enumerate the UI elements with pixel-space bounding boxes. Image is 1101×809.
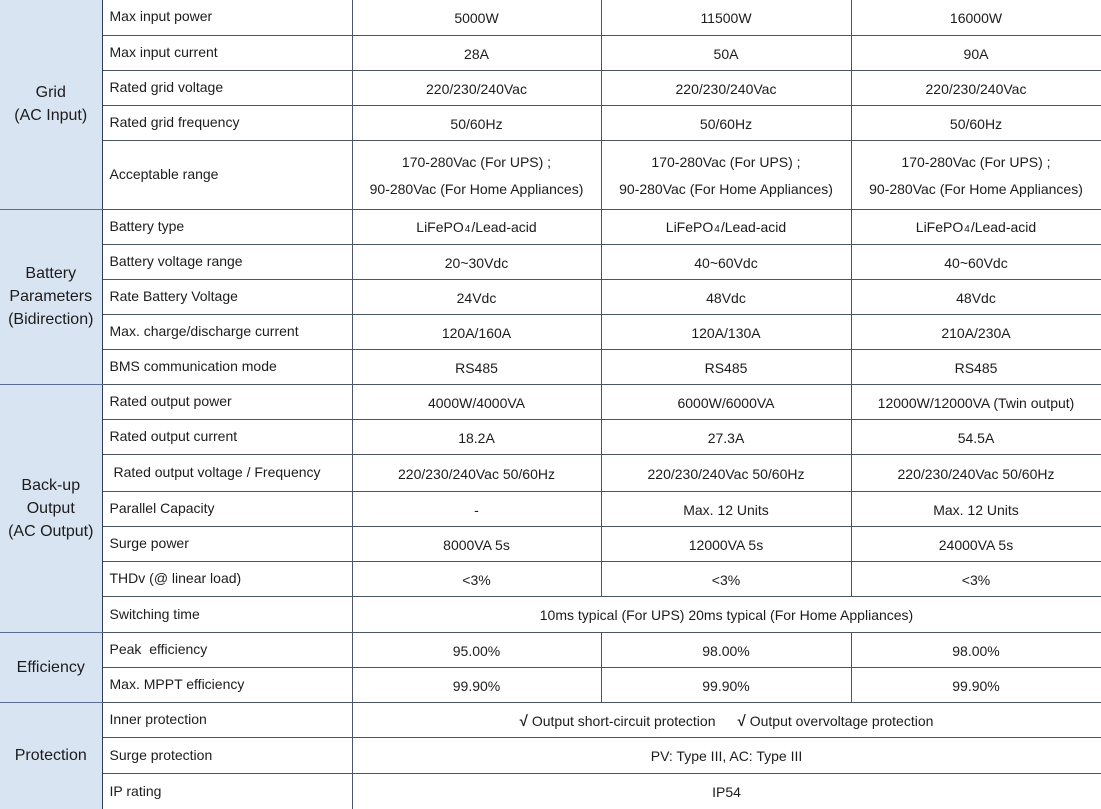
- row-label: Max input current: [102, 35, 352, 70]
- group-title-line: Output: [26, 499, 75, 517]
- group-title-line: Parameters: [9, 288, 93, 305]
- row-value: 40~60Vdc: [851, 244, 1101, 279]
- row-value: 220/230/240Vac 50/60Hz: [352, 454, 601, 491]
- row-value: <3%: [601, 561, 851, 596]
- row-value: <3%: [352, 561, 601, 596]
- row-value: RS485: [851, 349, 1101, 384]
- battery-chem: LiFePO: [915, 218, 964, 235]
- row-value: 120A/160A: [352, 314, 601, 349]
- table-row: [0, 596, 1101, 632]
- row-value-merged: 10ms typical (For UPS) 20ms typical (For Home Appliances): [352, 596, 1101, 632]
- table-row: [0, 419, 1101, 454]
- row-value: 210A/230A: [851, 314, 1101, 349]
- row-value: Max. 12 Units: [601, 491, 851, 526]
- row-label: THDv (@ linear load): [102, 561, 352, 596]
- row-value: 220/230/240Vac 50/60Hz: [601, 454, 851, 491]
- group-title-line: Protection: [14, 747, 87, 765]
- row-value: 98.00%: [851, 632, 1101, 667]
- row-label: Rate Battery Voltage: [102, 279, 352, 314]
- row-value: 98.00%: [601, 632, 851, 667]
- row-value: 220/230/240Vac 50/60Hz: [851, 454, 1101, 491]
- group-title-line: Back-up: [21, 476, 81, 494]
- battery-chem-sub: 4: [714, 223, 720, 235]
- row-value: 12000VA 5s: [601, 526, 851, 561]
- row-value: 99.90%: [851, 667, 1101, 702]
- row-value: 20~30Vdc: [352, 244, 601, 279]
- battery-chem-suffix: /Lead-acid: [471, 218, 537, 235]
- row-value: 220/230/240Vac: [601, 70, 851, 105]
- row-label: Parallel Capacity: [102, 491, 352, 526]
- row-label: Rated grid frequency: [102, 105, 352, 140]
- table-row: [0, 491, 1101, 526]
- row-value: 50A: [601, 35, 851, 70]
- table-row: [0, 384, 1101, 419]
- range-line: 90-280Vac (For Home Appliances): [869, 181, 1083, 197]
- row-label: IP rating: [102, 773, 352, 809]
- row-value-merged: [352, 702, 1101, 737]
- row-value: 6000W/6000VA: [601, 384, 851, 419]
- group-protection: [0, 702, 102, 809]
- row-value: 24000VA 5s: [851, 526, 1101, 561]
- row-label: Inner protection: [102, 702, 352, 737]
- battery-chem-suffix: /Lead-acid: [720, 218, 787, 235]
- battery-chem: LiFePO: [416, 218, 464, 235]
- table-row: [0, 702, 1101, 737]
- table-row: [0, 737, 1101, 773]
- protection-item: Output short-circuit protection: [531, 712, 716, 729]
- row-label: Surge protection: [102, 737, 352, 773]
- table-row: [0, 0, 1101, 35]
- row-value: 4000W/4000VA: [352, 384, 601, 419]
- row-value: [352, 209, 601, 244]
- group-grid: [0, 0, 102, 209]
- group-backup-output: [0, 384, 102, 632]
- row-value: RS485: [352, 349, 601, 384]
- row-value: [851, 140, 1101, 209]
- row-label: Surge power: [102, 526, 352, 561]
- row-value: 54.5A: [851, 419, 1101, 454]
- table-row: [0, 35, 1101, 70]
- check-icon: √: [519, 712, 528, 730]
- row-value: RS485: [601, 349, 851, 384]
- row-value: 12000W/12000VA (Twin output): [851, 384, 1101, 419]
- table-row: [0, 209, 1101, 244]
- table-row: [0, 140, 1101, 209]
- battery-chem-suffix: /Lead-acid: [970, 218, 1037, 235]
- row-value: 95.00%: [352, 632, 601, 667]
- group-title-line: Battery: [25, 265, 77, 282]
- table-row: [0, 632, 1101, 667]
- table-row: [0, 105, 1101, 140]
- range-line: 170-280Vac (For UPS) ;: [401, 154, 552, 170]
- row-label: Battery voltage range: [102, 244, 352, 279]
- row-value: 24Vdc: [352, 279, 601, 314]
- row-value: 5000W: [352, 0, 601, 35]
- table-row: [0, 526, 1101, 561]
- row-value: 50/60Hz: [601, 105, 851, 140]
- row-value: 50/60Hz: [352, 105, 601, 140]
- range-line: 90-280Vac (For Home Appliances): [369, 181, 584, 197]
- battery-chem-sub: 4: [464, 223, 471, 235]
- row-value: 11500W: [601, 0, 851, 35]
- table-row: [0, 349, 1101, 384]
- row-label: Max input power: [102, 0, 352, 35]
- table-row: [0, 773, 1101, 809]
- row-value: 90A: [851, 35, 1101, 70]
- row-label: Max. charge/discharge current: [102, 314, 352, 349]
- row-label: Switching time: [102, 596, 352, 632]
- table-row: [0, 454, 1101, 491]
- group-battery: [0, 209, 102, 384]
- row-value: 16000W: [851, 0, 1101, 35]
- table-row: [0, 70, 1101, 105]
- row-value: 18.2A: [352, 419, 601, 454]
- row-value: [601, 140, 851, 209]
- range-line: 170-280Vac (For UPS) ;: [651, 154, 801, 170]
- row-label: Battery type: [102, 209, 352, 244]
- row-label: Peak efficiency: [102, 632, 352, 667]
- group-title-line: (Bidirection): [8, 311, 94, 328]
- row-value: 99.90%: [352, 667, 601, 702]
- row-label: Rated grid voltage: [102, 70, 352, 105]
- row-value: <3%: [851, 561, 1101, 596]
- row-value: -: [352, 491, 601, 526]
- row-value: 27.3A: [601, 419, 851, 454]
- row-value: [601, 209, 851, 244]
- row-value: 120A/130A: [601, 314, 851, 349]
- row-value: [352, 140, 601, 209]
- table-row: [0, 314, 1101, 349]
- battery-chem-sub: 4: [964, 223, 970, 235]
- group-title-line: (AC Output): [8, 522, 94, 540]
- group-title-line: (AC Input): [14, 106, 88, 124]
- row-value-merged: IP54: [352, 773, 1101, 809]
- row-value: 48Vdc: [851, 279, 1101, 314]
- row-value: 50/60Hz: [851, 105, 1101, 140]
- group-title-line: Efficiency: [16, 658, 85, 676]
- row-value: 28A: [352, 35, 601, 70]
- group-efficiency: [0, 632, 102, 702]
- row-value: 99.90%: [601, 667, 851, 702]
- row-label: Max. MPPT efficiency: [102, 667, 352, 702]
- row-value: [851, 209, 1101, 244]
- table-row: [0, 279, 1101, 314]
- row-value: 220/230/240Vac: [851, 70, 1101, 105]
- protection-item: Output overvoltage protection: [749, 712, 934, 729]
- table-row: [0, 244, 1101, 279]
- table-row: [0, 667, 1101, 702]
- check-icon: √: [737, 712, 746, 730]
- row-value: 220/230/240Vac: [352, 70, 601, 105]
- row-value: Max. 12 Units: [851, 491, 1101, 526]
- battery-chem: LiFePO: [665, 218, 714, 235]
- row-value: 40~60Vdc: [601, 244, 851, 279]
- row-label: BMS communication mode: [102, 349, 352, 384]
- range-line: 170-280Vac (For UPS) ;: [901, 154, 1051, 170]
- row-label: Rated output voltage / Frequency: [102, 454, 352, 491]
- row-label: Rated output current: [102, 419, 352, 454]
- group-title-line: Grid: [35, 83, 66, 101]
- row-value: 48Vdc: [601, 279, 851, 314]
- table-row: [0, 561, 1101, 596]
- range-line: 90-280Vac (For Home Appliances): [619, 181, 833, 197]
- row-value-merged: PV: Type III, AC: Type III: [352, 737, 1101, 773]
- row-label: Rated output power: [102, 384, 352, 419]
- row-value: 8000VA 5s: [352, 526, 601, 561]
- row-label: Acceptable range: [102, 140, 352, 209]
